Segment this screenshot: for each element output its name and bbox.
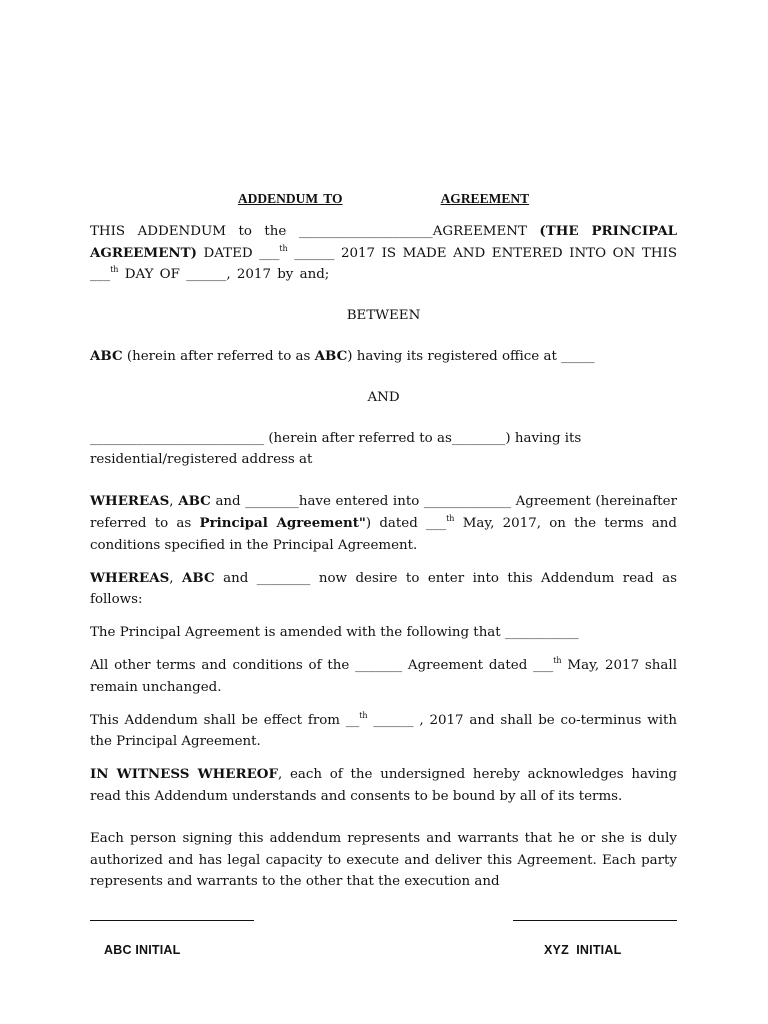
p7-text-b: May, 2017 shall remain unchanged. (90, 657, 677, 695)
paragraph-whereas-1 (90, 491, 677, 556)
paragraph-abc-party (90, 346, 677, 368)
paragraph-authority: Each person signing this addendum represents and warrants that he or she is duly authorized and has legal capacity to execute and deliver this Agreement. Each party represents and warrants to the other that the execution and (90, 830, 677, 890)
abc-initial-line (90, 920, 254, 921)
p1-bold: (THE PRINCIPAL AGREEMENT) (90, 222, 678, 261)
paragraph-opening (90, 221, 677, 286)
p8-text-a: This Addendum shall be effect from __ (90, 712, 360, 728)
p4-whereas: WHEREAS (90, 493, 170, 510)
p9-bold: IN WITNESS WHEREOF (90, 766, 278, 783)
xyz-initial-label: XYZ INITIAL (544, 943, 622, 957)
and-heading: AND (367, 389, 400, 405)
p1-text-a: THIS ADDENDUM to the ____________________AGREEMENT (90, 223, 540, 239)
paragraph-unchanged-terms (90, 655, 677, 699)
p4-bold-principal: Principal Agreement" (199, 514, 366, 531)
p2-abc-2: ABC (314, 347, 348, 364)
p8-text-b: ______ , 2017 and shall be co-terminus with the Principal Agreement. (90, 712, 678, 750)
p2-abc: ABC (90, 347, 123, 364)
p7-sup: th (553, 655, 562, 665)
p4-text-f: ) dated ___ (365, 515, 447, 531)
paragraph-whereas-2 (90, 568, 677, 612)
p5-sep: , (169, 570, 183, 586)
paragraph-amendment: The Principal Agreement is amended with the following that ___________ (90, 625, 579, 641)
p4-sep: , (169, 494, 179, 510)
paragraph-witness (90, 764, 677, 808)
xyz-initial-line (513, 920, 677, 921)
p4-sup: th (446, 513, 455, 523)
p1-text-d: ______ 2017 IS MADE AND ENTERED INTO ON THIS ___ (90, 245, 677, 283)
document-body (90, 188, 677, 904)
p1-text-e: DAY OF ______, 2017 by and; (118, 267, 330, 283)
paragraph-effective-date (90, 710, 677, 754)
p1-sup1: th (279, 243, 288, 253)
p5-whereas: WHEREAS (90, 569, 170, 586)
p7-text-a: All other terms and conditions of the _______ Agreement dated ___ (90, 657, 554, 673)
abc-initial-label: ABC INITIAL (104, 943, 181, 957)
p1-text-c: DATED ___ (196, 245, 280, 261)
p1-sup2: th (110, 265, 119, 275)
p4-text-g: May, 2017, on the terms and conditions specified in the Principal Agreement. (90, 515, 677, 553)
between-heading: BETWEEN (346, 308, 421, 324)
p2-text-b: (herein after referred to as (122, 348, 315, 364)
p5-text-d: and ________ now desire to enter into this Addendum read as follows: (90, 570, 678, 608)
title-left: ADDENDUM TO (237, 191, 343, 206)
p5-abc: ABC (182, 569, 215, 586)
p4-abc: ABC (178, 493, 211, 510)
document-title (90, 188, 677, 210)
signature-footer (90, 906, 677, 966)
p2-text-d: ) having its registered office at _____ (347, 348, 595, 364)
p9-text-b: , each of the undersigned hereby acknowledges having read this Addendum understands and consents to be bound by all of its terms. (90, 767, 677, 804)
title-right: AGREEMENT (440, 191, 530, 206)
paragraph-second-party: __________________________ (herein after referred to as________) having its residential/registered address at (90, 430, 582, 468)
p8-sup: th (359, 710, 368, 720)
p4-text-d: and ________have entered into _____________ Agreement (hereinafter referred to as (90, 494, 677, 531)
